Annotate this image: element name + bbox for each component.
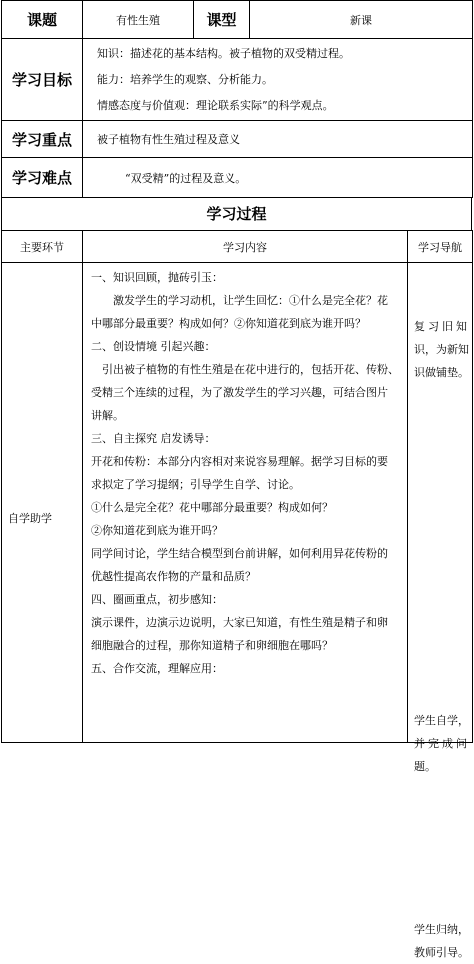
key-point-text: 被子植物有性生殖过程及意义: [83, 121, 473, 158]
content-line: 二、创设情境 引起兴趣：: [91, 340, 216, 353]
guide-block-review: 复习旧知 识，为新知 识做铺垫。: [414, 320, 470, 379]
objective-knowledge: 知识：描述花的基本结构。被子植物的双受精过程。: [97, 46, 350, 60]
key-point-row: [2, 121, 473, 158]
difficulty-text: “双受精”的过程及意义。: [83, 158, 473, 198]
objectives-row: [2, 39, 473, 121]
guide-block-summary: 学生归纳， 教师引导。: [414, 923, 469, 959]
content-line: 一、知识回顾，抛砖引玉：: [91, 271, 223, 284]
content-line: 同学间讨论，学生结合模型到台前讲解，如何利用异花传粉的: [91, 547, 388, 560]
content-line: 讲解。: [91, 409, 124, 422]
process-guide: [408, 263, 473, 959]
col-guide-header: 学习导航: [408, 231, 473, 263]
objectives-label: 学习目标: [2, 39, 83, 121]
process-body-row: [2, 263, 473, 743]
objective-attitude: 情感态度与价值观：理论联系实际”的科学观点。: [97, 98, 334, 112]
content-line: 五、合作交流，理解应用：: [91, 662, 223, 675]
content-line: 优越性提高农作物的产量和品质？: [91, 570, 256, 583]
content-line: 求拟定了学习提纲；引导学生自学、讨论。: [91, 478, 300, 491]
content-line: 引出被子植物的有性生殖是在花中进行的，包括开花、传粉、: [102, 363, 399, 376]
stage-name: 自学助学: [2, 263, 83, 743]
process-table: [1, 230, 473, 959]
difficulty-label: 学习难点: [2, 158, 83, 198]
content-line: 演示课件，边演示边说明，大家已知道，有性生殖是精子和卵: [91, 616, 388, 629]
content-line: ②你知道花到底为谁开吗？: [91, 524, 223, 537]
process-header-row: [2, 231, 473, 263]
content-line: 受精三个连续的过程，为了激发学生的学习兴趣，可结合图片: [91, 386, 388, 399]
content-line: 三、自主探究 启发诱导：: [91, 432, 216, 445]
col-stage-header: 主要环节: [2, 231, 83, 263]
content-line: 开花和传粉：本部分内容相对来说容易理解。据学习目标的要: [91, 455, 388, 468]
content-line: 中哪部分最重要？构成如何？②你知道花到底为谁开吗？: [91, 317, 366, 330]
col-content-header: 学习内容: [83, 231, 408, 263]
topic-value: 有性生殖: [83, 1, 194, 39]
type-value: 新课: [250, 1, 473, 39]
process-title: 学习过程: [1, 197, 472, 231]
difficulty-row: [2, 158, 473, 198]
topic-label: 课题: [2, 1, 83, 39]
objectives-content: [83, 39, 473, 121]
guide-block-self-study: 学生自学， 并完成问 题。: [414, 714, 470, 773]
key-point-label: 学习重点: [2, 121, 83, 158]
content-line: 四、圈画重点，初步感知：: [91, 593, 223, 606]
process-content: [83, 263, 408, 743]
topic-row: [2, 1, 473, 39]
lesson-header-table: [1, 0, 473, 198]
content-line: ①什么是完全花？花中哪部分最重要？构成如何？: [91, 501, 333, 514]
content-line: 激发学生的学习动机，让学生回忆：①什么是完全花？花: [113, 294, 388, 307]
lesson-plan-sheet: [1, 0, 472, 959]
type-label: 课型: [194, 1, 250, 39]
content-line: 细胞融合的过程，那你知道精子和卵细胞在哪吗？: [91, 639, 333, 652]
objective-ability: 能力：培养学生的观察、分析能力。: [97, 72, 273, 86]
